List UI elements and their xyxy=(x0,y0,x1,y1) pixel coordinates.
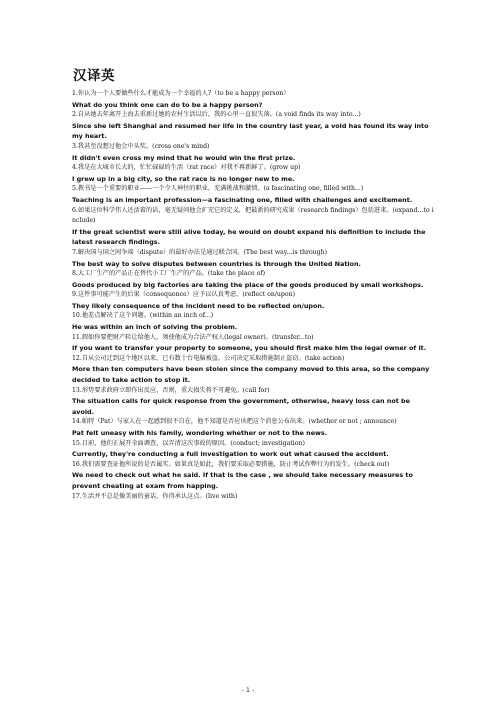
list-item xyxy=(72,492,434,503)
list-item xyxy=(72,290,434,311)
english-translation: Since she left Shanghai and resumed her life in the country last year, a void has found its way into my heart. xyxy=(72,121,429,141)
chinese-sentence: 9.这件事可能产生的后果（consequence）应予以认真考虑。(reflect on/upon) xyxy=(72,291,295,299)
list-item xyxy=(72,269,434,290)
english-translation: He was within an inch of solving the problem. xyxy=(72,323,238,332)
english-translation: If the great scientist were still alive today, he would on doubt expand his definition to include the latest research findings. xyxy=(72,227,426,247)
list-item xyxy=(72,206,434,248)
item-list xyxy=(72,89,434,502)
page-title: 汉译英 xyxy=(73,68,115,84)
chinese-sentence: 3.我甚至没想过他会中头奖。(cross one's mind) xyxy=(72,142,210,150)
document-body xyxy=(72,64,434,502)
chinese-sentence: 15.目前，他们正展开全面调查，以弄清这次事故的原因。(conduct; investigation) xyxy=(72,439,305,447)
list-item xyxy=(72,386,434,418)
english-translation: If you want to transfer your property to someone, you should first make him the legal owner of it. xyxy=(72,344,427,353)
chinese-sentence: 13.形势要求政府立即作出反应，否则，重大损失将不可避免。(call for) xyxy=(72,386,270,394)
english-translation: What do you think one can do to be a happy person? xyxy=(72,100,263,109)
chinese-sentence: 4.我是在大城市长大的，忙忙碌碌的生活（rat race）对我不再新鲜了。(grow up) xyxy=(72,164,301,172)
chinese-sentence: 16.我们需要查证他所说的是否属实。如果真是如此，我们要采取必要措施，防止考试作弊行为的发生。(check out) xyxy=(72,460,390,468)
chinese-sentence: 10.他差点解决了这个问题。(within an inch of...) xyxy=(72,312,214,320)
chinese-sentence: 14.帕特（Pat）与家人在一起感到很不自在，他不知道是否应该把这个消息公布出来。(whether or not ; announce) xyxy=(72,418,397,426)
chinese-sentence: 12.自从公司迁到这个地区以来，已有数十台电脑被盗，公司决定采取措施制止盗窃。(take action) xyxy=(72,354,345,362)
list-item xyxy=(72,142,434,163)
chinese-sentence: 11.假如你要把财产转让给他人，须使他成为合法产权人(legal owner)。(transfer...to) xyxy=(72,333,314,341)
chinese-sentence: 2.自从她去年离开上海去重新过她的农村生活以后，我的心里一直很失落。(a void finds its way into...) xyxy=(72,111,361,119)
english-translation: Pat felt uneasy with his family, wondering whether or not to the news. xyxy=(72,429,328,437)
list-item xyxy=(72,248,434,269)
english-translation: They likely consequence of the incident need to be reflected on/upon. xyxy=(72,301,325,310)
list-item xyxy=(72,417,434,438)
chinese-sentence: 1.你认为一个人要做些什么才能成为一个幸福的人?（to be a happy person） xyxy=(72,90,290,97)
list-item xyxy=(72,333,434,354)
chinese-sentence: 8.大工厂生产的产品正在替代小工厂生产的产品。(take the place of) xyxy=(72,270,266,278)
list-item xyxy=(72,439,434,460)
list-item xyxy=(72,163,434,184)
list-item xyxy=(72,89,434,110)
list-item xyxy=(72,110,434,142)
chinese-sentence: 7.解决国与国之间争端（dispute）的最好办法是通过联合国。(The best way...is through) xyxy=(72,248,328,256)
chinese-sentence: 17.生活并不总是像美丽的童话，你得承认这点。(live with) xyxy=(72,492,238,500)
chinese-sentence: 5.教书是一个重要的职业——一个令人神往的职业，充满挑战和激情。(a fascinating one, filled with...) xyxy=(72,185,364,193)
list-item xyxy=(72,354,434,386)
english-translation: More than ten computers have been stolen since the company moved to this area, so the company decided to take action to stop it. xyxy=(72,365,430,385)
chinese-sentence: 6.如果这位科学伟人还活着的话，毫无疑问他会扩充它的定义，把最新的研究成果（research findings）包括进来。(expand...to include) xyxy=(72,206,434,225)
english-translation: Currently, they're conducting a full investigation to work out what caused the accident. xyxy=(72,450,389,459)
english-translation: It didn't even cross my mind that he would win the first prize. xyxy=(72,153,296,162)
list-item xyxy=(72,460,434,492)
english-translation: The best way to solve disputes between countries is through the United Nation. xyxy=(72,259,361,268)
list-item xyxy=(72,184,434,205)
english-translation: We need to check out what he said. If that is the case , we should take necessary measures to prevent cheating at exam from happing. xyxy=(72,471,413,490)
page-number: - 1 - xyxy=(241,686,255,694)
english-translation: The situation calls for quick response from the government, otherwise, heavy loss can not be avoid. xyxy=(72,397,410,416)
list-item xyxy=(72,311,434,332)
english-translation: Goods produced by big factories are taking the place of the goods produced by small workshops. xyxy=(72,280,424,289)
english-translation: I grew up in a big city, so the rat race is no longer new to me. xyxy=(72,174,295,183)
english-translation: Teaching is an important profession—a fascinating one, filled with challenges and excitement. xyxy=(72,195,413,204)
